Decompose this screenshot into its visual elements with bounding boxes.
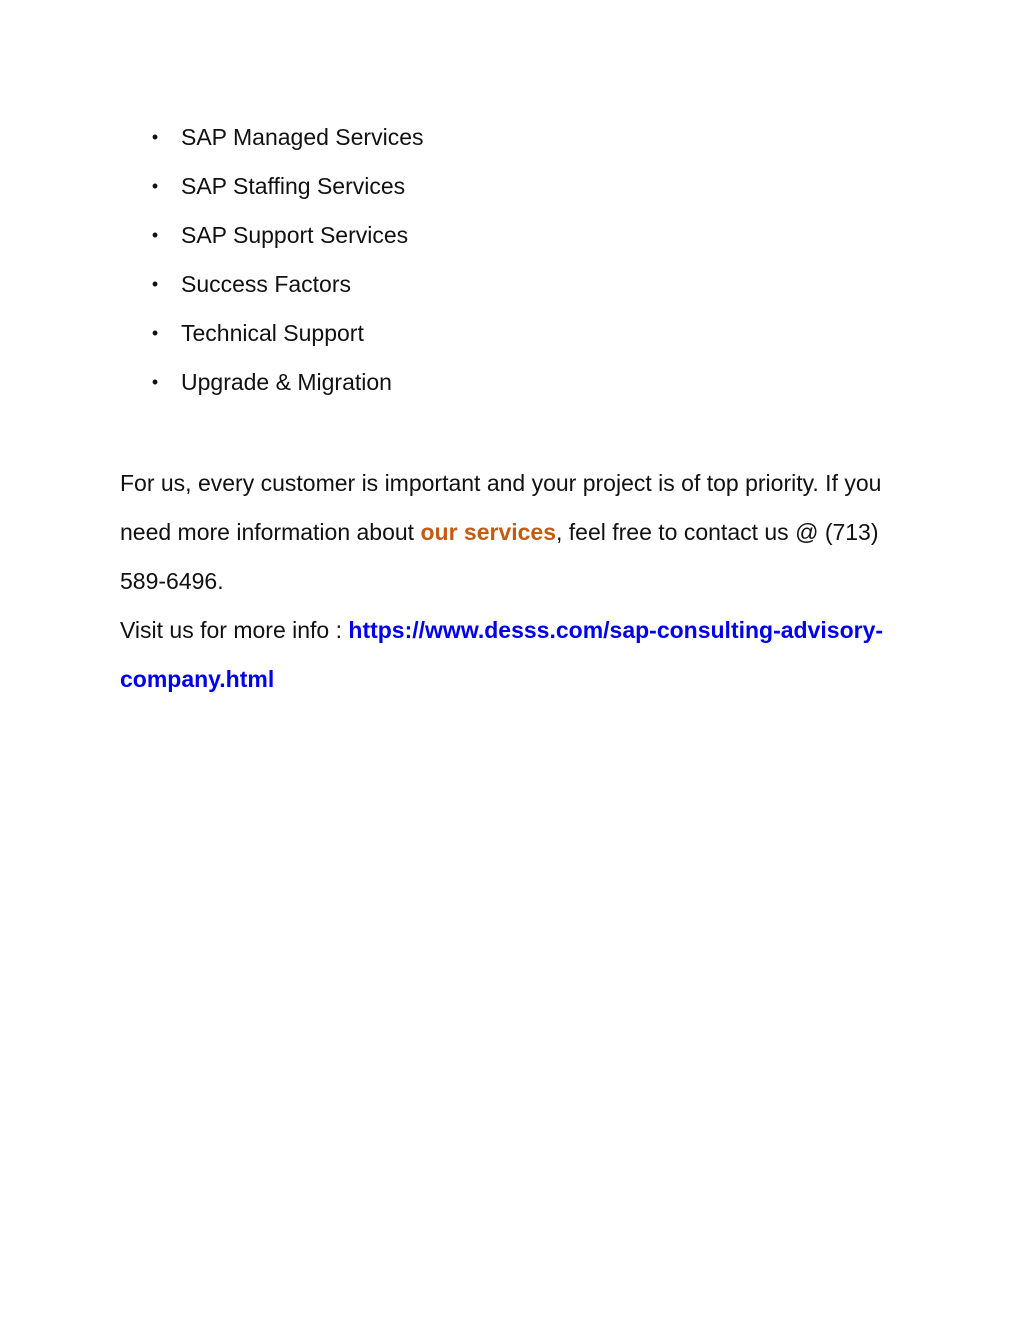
bullet-icon: • (151, 274, 159, 294)
services-list (120, 116, 920, 410)
bullet-icon: • (151, 127, 159, 147)
service-label: Success Factors (181, 271, 351, 297)
contact-paragraph (120, 459, 920, 704)
bullet-icon: • (151, 176, 159, 196)
contact-text (120, 459, 920, 606)
list-item (120, 116, 920, 165)
list-item (120, 263, 920, 312)
bullet-icon: • (151, 225, 159, 245)
contact-text-after: , feel free to contact us @ (713) 589-6496. (120, 519, 879, 594)
list-item (120, 312, 920, 361)
our-services-link[interactable]: our services (420, 519, 556, 545)
service-label: SAP Managed Services (181, 124, 424, 150)
service-label: SAP Staffing Services (181, 173, 406, 199)
list-item (120, 361, 920, 410)
list-item (120, 214, 920, 263)
visit-label: Visit us for more info : (120, 617, 349, 643)
list-item (120, 165, 920, 214)
bullet-icon: • (151, 323, 159, 343)
website-url-link[interactable]: https://www.desss.com/sap-consulting-advisory-company.html (120, 617, 884, 692)
service-label: Upgrade & Migration (181, 369, 392, 395)
service-label: SAP Support Services (181, 222, 409, 248)
contact-text-before: For us, every customer is important and your project is of top priority. If you need more information about (120, 470, 882, 545)
bullet-icon: • (151, 372, 159, 392)
visit-text (120, 606, 920, 704)
service-label: Technical Support (181, 320, 364, 346)
